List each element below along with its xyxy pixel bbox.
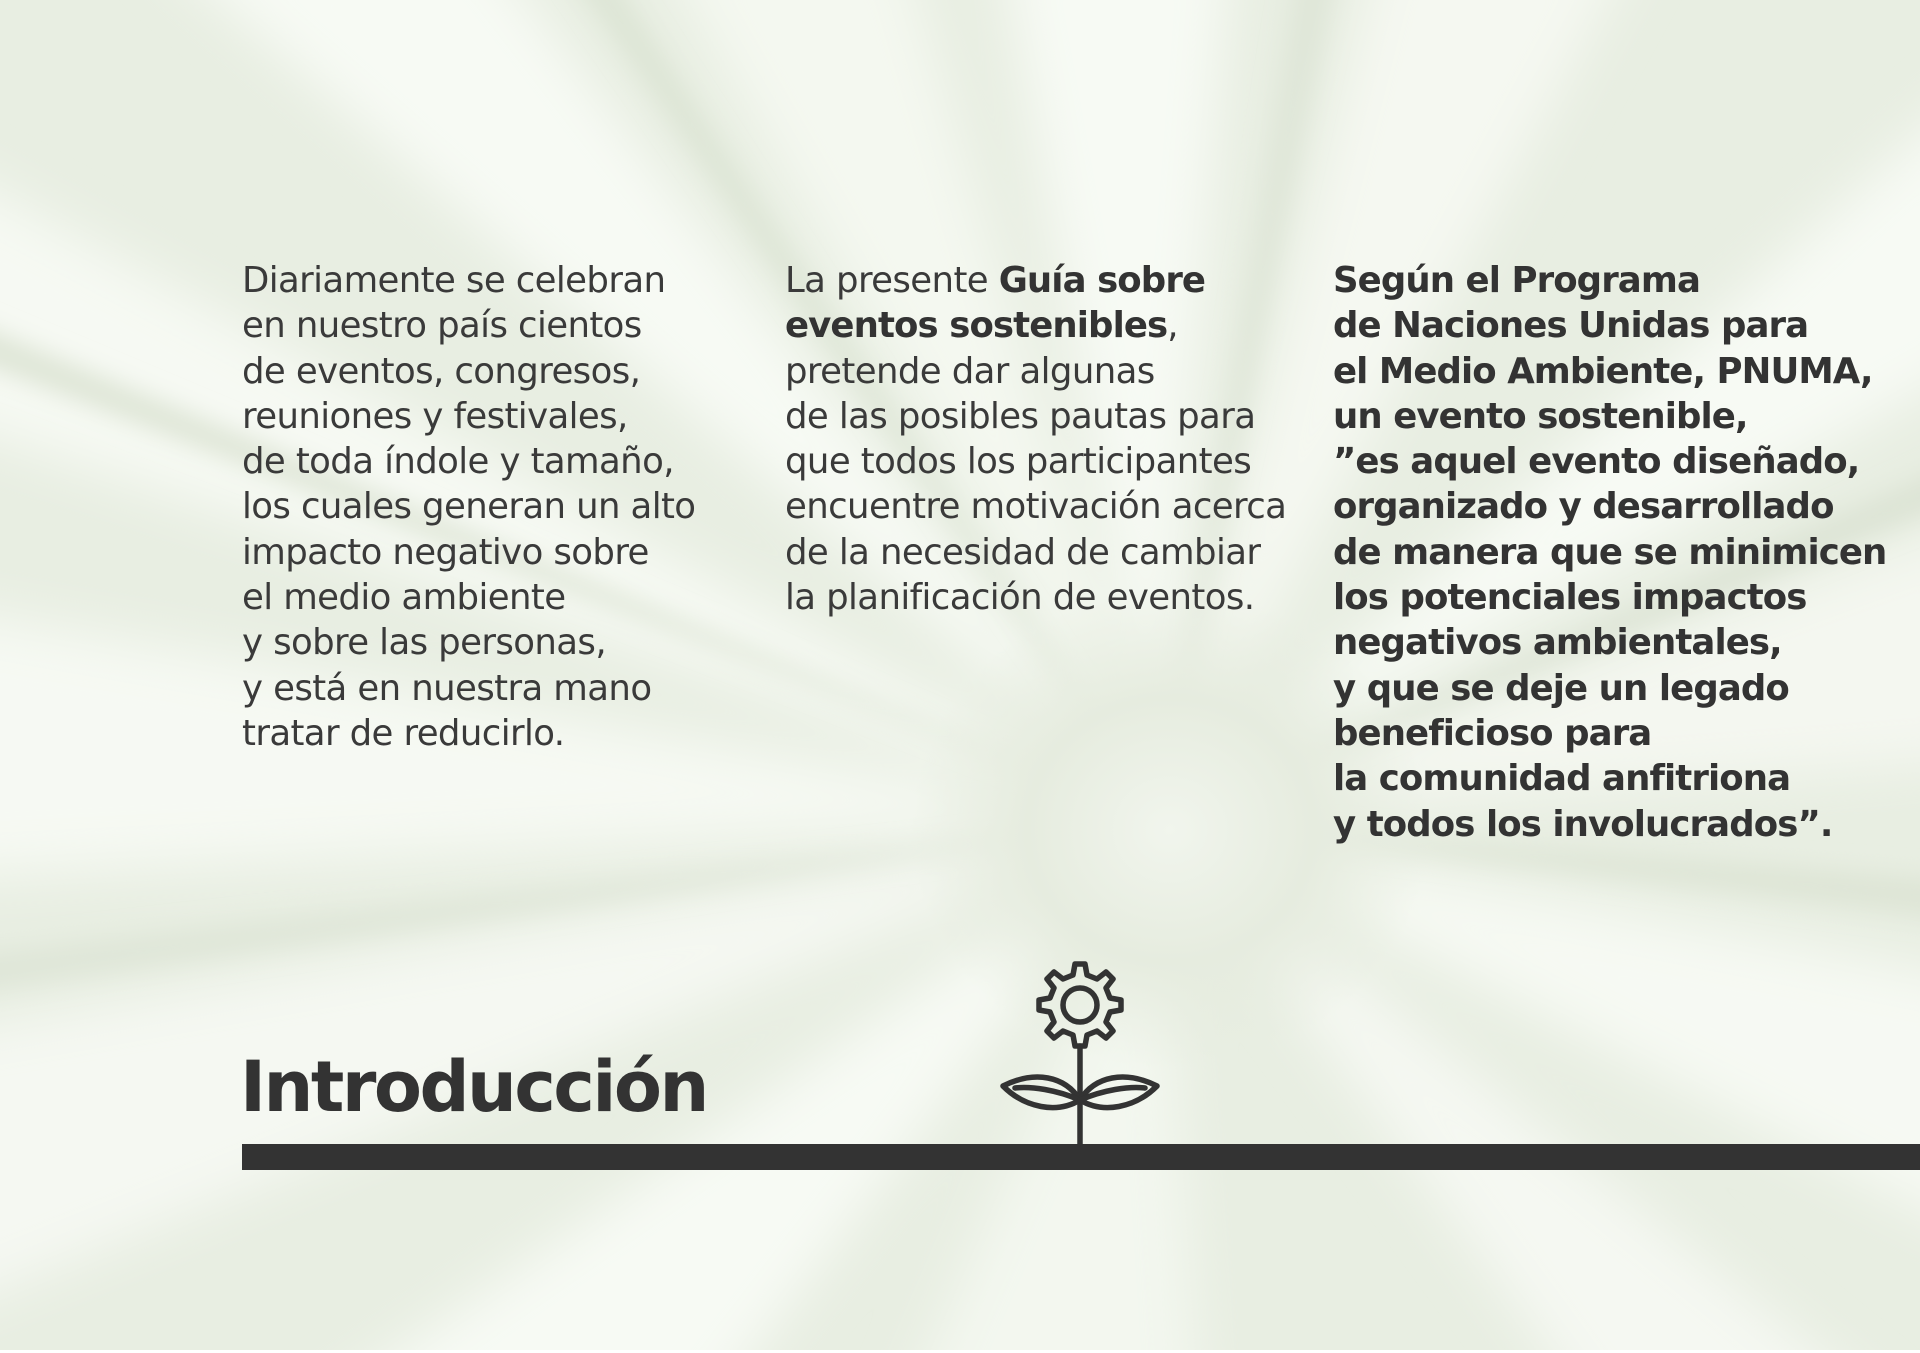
- text-line: de Naciones Unidas para: [1333, 305, 1809, 347]
- column-guide-text: [785, 258, 1286, 620]
- text-line: el Medio Ambiente, PNUMA,: [1333, 350, 1873, 392]
- column-intro-text: [242, 258, 695, 756]
- text-line: y que se deje un legado: [1333, 667, 1789, 709]
- text-line: de la necesidad de cambiar: [785, 531, 1261, 573]
- text-line: pretende dar algunas: [785, 350, 1155, 392]
- text-line: organizado y desarrollado: [1333, 486, 1834, 528]
- text-line: Diariamente se celebran: [242, 260, 666, 301]
- text-line: de las posibles pautas para: [785, 395, 1256, 437]
- text-line: los cuales generan un alto: [242, 486, 696, 528]
- text-line: de toda índole y tamaño,: [242, 441, 674, 483]
- text-line: el medio ambiente: [242, 577, 566, 619]
- text-line: beneficioso para: [1333, 712, 1652, 754]
- text-line: encuentre motivación acerca: [785, 486, 1287, 528]
- text-line: [785, 258, 1286, 303]
- gear-flower-icon: [995, 958, 1165, 1148]
- text-line: ”es aquel evento diseñado,: [1333, 441, 1860, 483]
- text-line: en nuestro país cientos: [242, 305, 642, 347]
- text-line: [785, 303, 1286, 348]
- text-line: la comunidad anfitriona: [1333, 758, 1791, 800]
- text-line: la planificación de eventos.: [785, 577, 1255, 619]
- text-line: Según el Programa: [1333, 260, 1701, 301]
- text-line: de eventos, congresos,: [242, 350, 641, 392]
- text-line: un evento sostenible,: [1333, 395, 1748, 437]
- text-line: y todos los involucrados”.: [1333, 803, 1833, 845]
- text-line: y está en nuestra mano: [242, 667, 652, 709]
- text-line: tratar de reducirlo.: [242, 712, 565, 754]
- text-line: los potenciales impactos: [1333, 577, 1807, 619]
- section-title: Introducción: [240, 1046, 707, 1128]
- text-line: impacto negativo sobre: [242, 531, 649, 573]
- guide-title-text: Guía sobre: [998, 260, 1206, 301]
- text-line: y sobre las personas,: [242, 622, 606, 664]
- text-run: ,: [1167, 305, 1178, 347]
- text-line: que todos los participantes: [785, 441, 1252, 483]
- guide-title-text: eventos sostenibles: [785, 305, 1168, 347]
- text-line: negativos ambientales,: [1333, 622, 1782, 664]
- column-pnuma-quote: [1333, 258, 1886, 847]
- text-line: de manera que se minimicen: [1333, 531, 1887, 573]
- text-run: La presente: [785, 260, 999, 301]
- text-line: reuniones y festivales,: [242, 395, 628, 437]
